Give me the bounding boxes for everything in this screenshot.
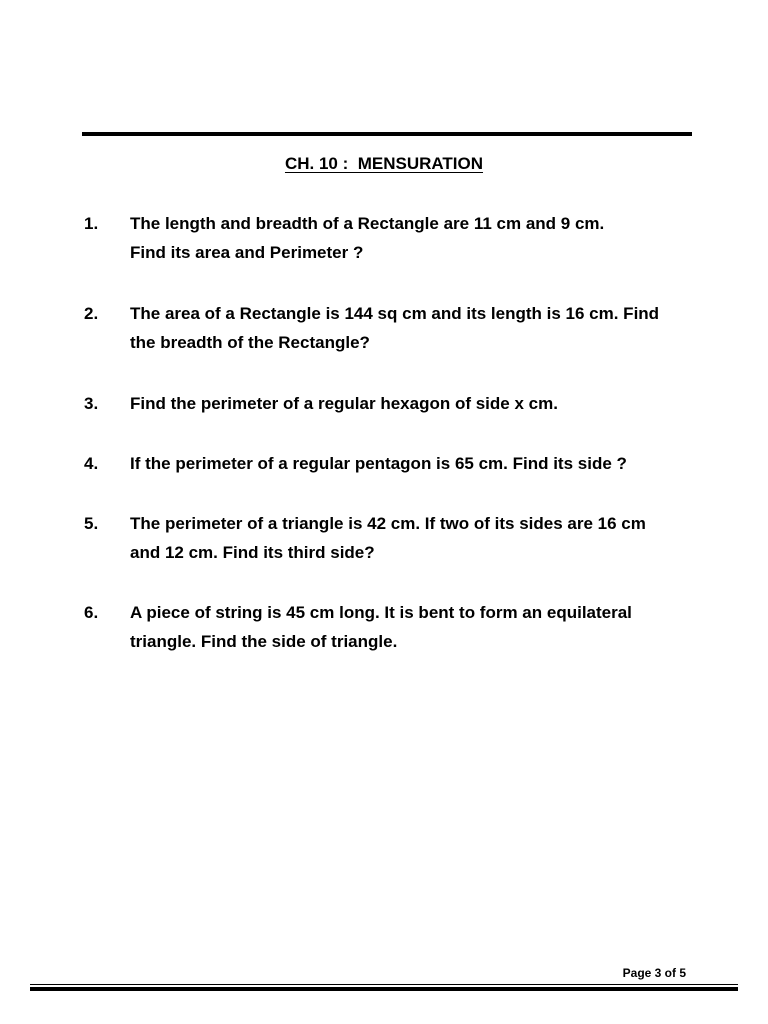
header-rule — [82, 132, 692, 136]
chapter-title — [0, 152, 768, 176]
question-text: The area of a Rectangle is 144 sq cm and its length is 16 cm. Find the breadth of the Rectangle? — [130, 304, 660, 352]
question-number: 6. — [84, 603, 99, 622]
footer-rule-thin — [30, 984, 738, 985]
question-text: The perimeter of a triangle is 42 cm. If two of its sides are 16 cm and 12 cm. Find its third side? — [130, 514, 646, 562]
question-number: 4. — [84, 454, 99, 473]
question-number: 1. — [84, 214, 99, 233]
question-text: A piece of string is 45 cm long. It is bent to form an equilateral triangle. Find the side of triangle. — [130, 603, 632, 651]
question-number: 5. — [84, 514, 99, 533]
question-text: The length and breadth of a Rectangle are 11 cm and 9 cm. Find its area and Perimeter ? — [130, 214, 605, 262]
question-text: If the perimeter of a regular pentagon is 65 cm. Find its side ? — [130, 454, 627, 473]
question-number: 2. — [84, 304, 99, 323]
chapter-title-text: CH. 10 : MENSURATION — [284, 154, 484, 173]
question-number: 3. — [84, 394, 99, 413]
page-number: Page 3 of 5 — [622, 966, 686, 980]
footer-rule-thick — [30, 987, 738, 991]
question-text: Find the perimeter of a regular hexagon of side x cm. — [130, 394, 558, 413]
